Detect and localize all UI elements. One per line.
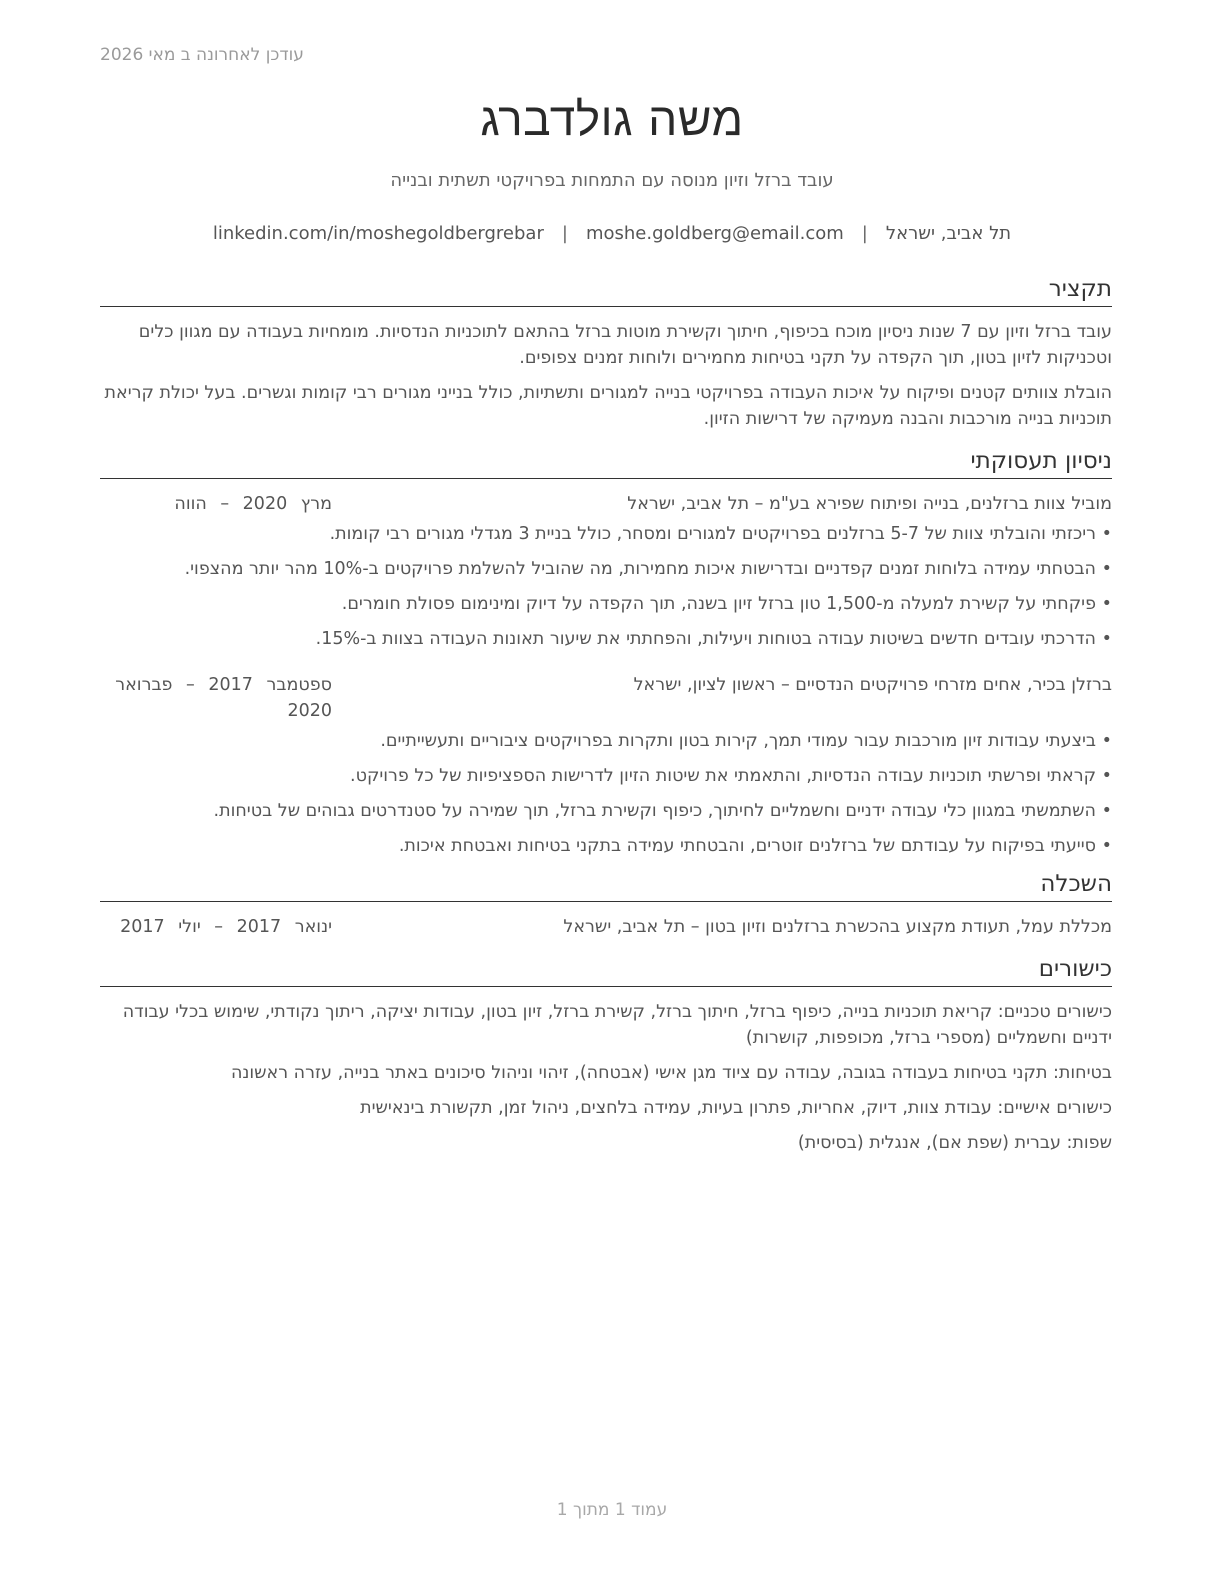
skill-item: שפות: עברית (שפת אם), אנגלית (בסיסית): [797, 1133, 1112, 1153]
summary-section: [100, 274, 1112, 432]
bullet-icon: •: [1101, 559, 1112, 579]
section-title-skills: כישורים: [100, 954, 1112, 987]
bullet-text: פיקחתי על קשירת למעלה מ-1,500 טון ברזל זיון בשנה, תוך הקפדה על דיוק ומינימום פסולת חומרים.: [341, 594, 1096, 614]
bullet-icon: •: [1101, 594, 1112, 614]
summary-paragraph: הובלת צוותים קטנים ופיקוח על איכות העבודה בפרויקטי בנייה למגורים ותשתיות, כולל בנייני מגורים רבי קומות וגשרים. בעל יכולת קריאת תוכניות בנייה מורכבות והבנה מעמיקה של דרישות הזיון.: [104, 383, 1112, 429]
section-title-summary: תקציר: [100, 274, 1112, 307]
job-dates: מרץ 2020 – הווה: [174, 494, 332, 514]
page-number: עמוד 1 מתוך 1: [556, 1500, 668, 1520]
job-dates: ספטמבר 2017 – פברואר 2020: [115, 675, 332, 721]
education-section: [100, 869, 1112, 940]
bullet-text: השתמשתי במגוון כלי עבודה ידניים וחשמליים לחיתוך, כיפוף וקשירת ברזל, תוך שמירה על סטנדרטים גבוהים של בטיחות.: [213, 801, 1096, 821]
contact-separator: |: [561, 223, 568, 244]
education-dates: ינואר 2017 – יולי 2017: [120, 917, 332, 937]
list-item: [100, 521, 1112, 547]
section-title-education: השכלה: [100, 869, 1112, 902]
job-entry: [100, 491, 1112, 652]
resume-content: [100, 274, 1112, 1165]
contact-email[interactable]: moshe.goldberg@email.com: [585, 223, 844, 244]
list-item: [100, 763, 1112, 789]
job-bullets: [100, 521, 1112, 652]
candidate-tagline: עובד ברזל וזיון מנוסה עם התמחות בפרויקטי תשתית ובנייה: [390, 170, 834, 191]
bullet-icon: •: [1101, 731, 1112, 751]
bullet-text: הבטחתי עמידה בלוחות זמנים קפדניים ובדרישות איכות מחמירות, מה שהוביל להשלמת פרויקטים ב-10% מהר יותר מהצפוי.: [184, 559, 1096, 579]
list-item: [100, 728, 1112, 754]
job-header: [100, 491, 1112, 517]
job-bullets: [100, 728, 1112, 859]
list-item: [100, 556, 1112, 582]
bullet-icon: •: [1101, 836, 1112, 856]
job-title: ברזלן בכיר, אחים מזרחי פרויקטים הנדסיים – ראשון לציון, ישראל: [633, 675, 1112, 695]
bullet-icon: •: [1101, 801, 1112, 821]
bullet-text: קראתי ופרשתי תוכניות עבודה הנדסיות, והתאמתי את שיטות הזיון לדרישות הספציפיות של כל פרויקט.: [350, 766, 1096, 786]
list-item: [100, 833, 1112, 859]
list-item: [100, 798, 1112, 824]
list-item: [100, 626, 1112, 652]
bullet-icon: •: [1101, 524, 1112, 544]
bullet-icon: •: [1101, 629, 1112, 649]
contact-separator: |: [861, 223, 868, 244]
skill-item: כישורים טכניים: קריאת תוכניות בנייה, כיפוף ברזל, חיתוך ברזל, קשירת ברזל, זיון בטון, עבודות יציקה, ריתוך נקודתי, שימוש בכלי עבודה ידניים וחשמליים (מספרי ברזל, מכופפות, קושרות): [122, 1002, 1112, 1048]
education-title: מכללת עמל, תעודת מקצוע בהכשרת ברזלנים וזיון בטון – תל אביב, ישראל: [563, 917, 1112, 937]
bullet-text: ריכזתי והובלתי צוות של 5-7 ברזלנים בפרויקטים למגורים ומסחר, כולל בניית 3 מגדלי מגורים רבי קומות.: [329, 524, 1096, 544]
skills-section: [100, 954, 1112, 1156]
contact-line: [0, 223, 1224, 244]
section-title-experience: ניסיון תעסוקתי: [100, 446, 1112, 479]
bullet-icon: •: [1101, 766, 1112, 786]
last-updated-note: עודכן לאחרונה ב מאי 2026: [100, 45, 304, 65]
experience-section: [100, 446, 1112, 859]
bullet-text: ביצעתי עבודות זיון מורכבות עבור עמודי תמך, קירות בטון ותקרות בפרויקטים ציבוריים ותעשייתיים.: [380, 731, 1096, 751]
candidate-name: משה גולדברג: [480, 92, 744, 146]
job-title: מוביל צוות ברזלנים, בנייה ופיתוח שפירא בע"מ – תל אביב, ישראל: [627, 494, 1112, 514]
job-entry: [100, 672, 1112, 859]
list-item: [100, 591, 1112, 617]
education-entry: [100, 914, 1112, 940]
skill-item: בטיחות: תקני בטיחות בעבודה בגובה, עבודה עם ציוד מגן אישי (אבטחה), זיהוי וניהול סיכונים באתר בנייה, עזרה ראשונה: [230, 1063, 1112, 1083]
summary-paragraph: עובד ברזל וזיון עם 7 שנות ניסיון מוכח בכיפוף, חיתוך וקשירת מוטות ברזל בהתאם לתוכניות הנדסיות. מומחיות בעבודה עם מגוון כלים וטכניקות לזיון בטון, תוך הקפדה על תקני בטיחות מחמירים ולוחות זמנים צפופים.: [138, 322, 1112, 368]
bullet-text: הדרכתי עובדים חדשים בשיטות עבודה בטוחות ויעילות, והפחתתי את שיעור תאונות העבודה בצוות ב-15%.: [315, 629, 1096, 649]
bullet-text: סייעתי בפיקוח על עבודתם של ברזלנים זוטרים, והבטחתי עמידה בתקני בטיחות ואבטחת איכות.: [398, 836, 1096, 856]
contact-location: תל אביב, ישראל: [885, 223, 1012, 244]
job-header: [100, 672, 1112, 724]
contact-linkedin[interactable]: linkedin.com/in/moshegoldbergrebar: [212, 223, 544, 244]
skill-item: כישורים אישיים: עבודת צוות, דיוק, אחריות, פתרון בעיות, עמידה בלחצים, ניהול זמן, תקשורת בינאישית: [360, 1098, 1112, 1118]
